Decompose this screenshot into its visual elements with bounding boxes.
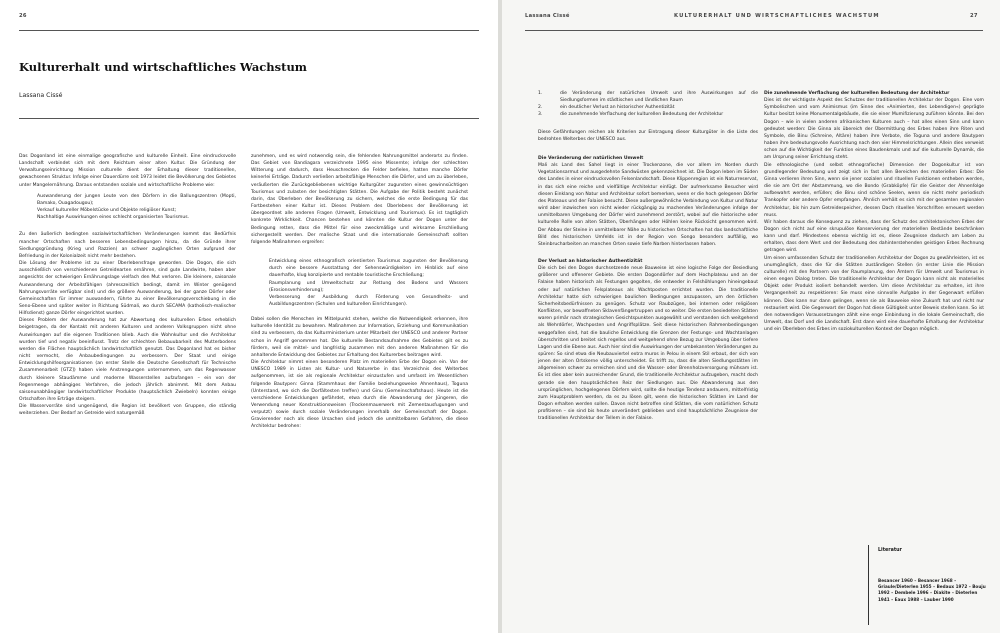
subheading: Der Verlust an historischer Authentizität	[538, 258, 643, 264]
paragraph: Dies ist der wichtigste Aspekt des Schutzes der traditionellen Architektur der Dogon. Eine vom Symbolischen und vom Animismus (im Sinne des »Animierten, des Lebendigen«) geprägte Kultur besitzt keine Monumentalgebäude, die sie einer Mumifizierung zuführen könnte. Bei den Dogon – wie in vielen anderen afrikanischen Kulturen auch – hat alles einen Sinn und kann gedeutet werden: Die Ginna als übereich der Übermittlung des Erbes haben ihre Riten und Symbole, die Binu (Schreine, Altäre) haben ihre Verbote, die Toguna und andere Bautypen haben ihre bedeutungsvolle Ausrichtung nach den vier Himmelsrichtungen. Allein dies verweist schon auf die Wichtigkeit der Funktion eines Baudenkmals und auf die kulturelle Dynamik, die am Ursprung seiner Errichtung steht. Die ethnologische (und selbst ethnografische) Dimension der Dogonkultur ist von grundlegender Bedeutung und zeigt sich in fast allen Bereichen des materiellen Erbes: Die Ginna verlieren ihren Sinn, wenn sie jener sozialen und rituellen Funktionen entheben werden, die sie am Ort der Abstammung, wo die Bondo (Grabköpfe) für die Geister der Ahnenfolge aufbewahrt werden, erfüllen; die Binu sind schöne Seelen, wenn sie nicht mehr periodisch Trankopfer oder andere Opfer empfangen. Ähnlich verhält es sich mit der gesamten regionalen Architektur, bis hin zum Getreidespeicher, dessen Dach rituellen Vorschriften erneuert werden muss. Wir haben daraus die Konsequenz zu ziehen, dass der Schutz des architektonischen Erbes der Dogon sich nicht auf eine skrupulöse Konservierung der materiellen Bestände beschränken kann und darf. Mindestens ebenso wichtig ist es, diese Zeugnisse dadurch am Leben zu erhalten, dass dem Wert und der Bedeutung des dahinterstehenden geistigen Erbes Rechnung getragen wird. Um einen umfassenden Schutz der traditionellen Architektur der Dogon zu gewährleisten, ist es unumgänglich, dass die für die Stätten zuständigen Stellen (in erster Linie die Mission culturelle) mit den Partnern von der Raumplanung, den Ämtern für Umwelt und Tourismus in einen engen Dialog treten. Die traditionelle Architektur der Dogon kann nicht als materielles Objekt oder Produkt isoliert behandelt werden. Um diese Architektur zu erhalten, ist ihre Vergangenheit zu respektieren: Sie muss eine sinnvolle Aufgabe in der Gegenwart erfüllen können. Dies kann nur dann gelingen, wenn sie als Bauweise eine Zukunft hat und nicht nur restauriert wird. Die Gegenwart der Dogon hat diese Gültigkeit unter Beweis stellen kann. So ist den notwendigen Voraussetzungen zählt eine enge Einbindung in die lokale Gemeinschaft, die Umwelt, das Dorf und die Landschaft. Erst dann wird eine dauerhafte Erhaltung der Architektur und ein Überleben des Erbes im soziokulturellen Kontext der Dogon möglich.	[764, 98, 984, 333]
subheading: Die zunehmende Verflachung der kulturellen Bedeutung der Architektur	[764, 91, 950, 96]
running-head-author: Lassana Cissé	[525, 13, 570, 19]
subheading: Die Veränderung der natürlichen Umwelt	[538, 155, 644, 161]
literature-list: Besancer 1960 – Besancer 1968 – Griaule/Dieterlen 1955 – Bedaux 1972 – Bouju 1992 – Dembele 1996 – Diakite – Dieterlen 1941 – Eaux 1988 – Lauber 1990	[878, 578, 986, 602]
list-item: 3. die zunehmende Verflachung der kulturellen Bedeutung der Architektur	[538, 112, 724, 118]
paragraph: Das Dogonland ist eine einmalige geografische und kulturelle Einheit. Eine eindrucksvolle Landschaft verbindet sich mit dem Reichtum einer alten Kultur. Die Gründung der Verwaltungseinrichtung Mission culturelle dient der Erhaltung dieser traditionellen, gewachsenen Struktur. Infolge einer Dauerdürre seit 1973 leidet die Bevölkerung des Gebietes unter Mangelernährung. Daraus entstanden soziale und wirtschaftliche Probleme wie:	[19, 154, 236, 188]
right-column-1	[538, 90, 758, 423]
title-rule	[19, 118, 479, 119]
paragraph: Zu den äußerlich bedingten sozialwirtschaftlichen Veränderungen kommt das Bedürfnis mancher Ortschaften nach besseren Lebensbedingungen hinzu, da die Gründe ihrer Siedlungsgründung (Krieg und Razzien) an schwer zugänglichen Orten aufgrund der Befriedung in der Kolonialzeit nicht mehr bestehen. Die Lösung der Probleme ist zu einer Überlebensfrage geworden. Die Dogon, die sich ausschließlich von verschiedenen Getreidearten ernähren, sind gute Landwirte, haben aber angesichts der schwierigen Ernährungslage vielfach den Mut verloren. Die kleinere, saisonale Auswanderung der Arbeitsfähigen (ahresszeitlich bedingt, damit im Winter genügend Nahrungsvorräte verfügbar sind) und die größere Auswanderung, bei der ganze Dörfer oder Gemeinschaften für immer auswandern, führte zu einer Bevölkerungsverschiebung in die Seno-Ebene und später weiter in Richtung Südmali, wo durch SECAMA (katholisch-malischer Hilfsdienst) ganze Dörfer eingerichtet wurden. Dieses Problem der Auswanderung hat zur Abwertung des kulturellen Erbes erheblich beigetragen, da der Kontakt mit anderen Kulturen und anderen Volksgruppen nicht ohne Auswirkungen auf die eigenen Traditionen blieb. Auch die Wohnkultur und die Architektur wurden tief und negativ beeinflusst. Trotz der schlechten Bebauubarkeit des Mutterbodens werden die Flächen hauptsächlich landwirtschaftlich genutzt. Das Dogonland hat es bisher nicht vermocht, die Anbaubedingungen zu verbessern. Der Staat und einige Entwicklungshilfeorganisationen (an erster Stelle die Deutsche Gesellschaft für Technische Zusammenarbeit [GTZ]) haben viele Anstrengungen unternommen, um das Regenwasser durch kleinere Staudämme und moderne Wasserstellen aufzufangen – ein von der Regenmenge abhängiges Verfahren, die jedoch jährlich abnimmt. Mit dem Anbau saisonunabhängiger landwirtschaftlicher Produkte (hauptsächlich Zwiebeln) konnten einige Ortschaften ihre Erträge steigern. Die Wasservorräte sind ungenügend, die Region ist bevölkert von Gruppen, die ständig weiterziehen. Der Bedarf an Getreide wird naturgemäß	[19, 232, 236, 417]
header-rule	[525, 30, 983, 31]
paragraph: Diese Gefährdungen reichen als Kriterien zur Eintragung dieser Kulturgüter in die Liste des bedrohten Welterbes der UNESCO aus.	[538, 129, 758, 142]
left-column-2	[251, 153, 468, 431]
problem-list: Auswanderung der jungen Leute von den Dörfern in die Ballungszentren (Mopti, Bamako, Ouagadougou); Verkauf kultureller Möbelstücke und Objekte religiöser Kunst; Nachhaltige Auswirkungen eines schlecht organisierten Tourismus.	[37, 193, 236, 221]
right-column-2	[764, 90, 984, 333]
running-head-title: KULTURERHALT UND WIRTSCHAFTLICHES WACHSTUM	[674, 13, 880, 19]
article-author: Lassana Cissé	[19, 92, 63, 99]
left-page	[0, 0, 498, 633]
article-title: Kulturerhalt und wirtschaftliches Wachstum	[19, 60, 307, 74]
left-page-number: 26	[19, 13, 27, 19]
list-item: 1. die Veränderung der natürlichen Umwelt und ihre Auswirkungen auf die Siedlungsformen im städtischen und ländlichen Raum	[538, 91, 758, 104]
paragraph: zunehmen, und es wird notwendig sein, die fehlenden Nahrungsmittel anderorts zu finden. Das Gebiet von Bandiagara verzeichnete 1995 eine Missernte; infolge der schlechten Witterung und dadurch, dass Heuschrecken die Felder befielen, hatten manche Dörfer keinerlei Erträge. Dadurch verließen arbeitsfähige Menschen die Dörfer, und um zu überleben, veräußerten die Zurückgebliebenen wichtige Kulturgüter zugunsten eines gewinnsüchtigen Tourismus und zulasten der besichtigten Stätten. Die Aufgabe der Politik besteht zunächst darin, das Überleben der Bevölkerung zu sichern, welches die erste Bedingung für das Fortbestehen einer Kultur ist. Dieses Problem des Überlebens der Bevölkerung ist übergeordnet alle anderen Fragen (Umwelt, Entwicklung und Tourismus). Es ist tagtäglich konkrete Wirklichkeit. Chancen bestehen und könnten die Kultur der Dogon unter der Bedingung retten, dass die Mittel für eine zweckmäßige und wirksame Erschließung sichergestellt werden. Der malische Staat und die internationale Gemeinschaft sollten folgende Maßnahmen ergreifen:	[251, 154, 468, 245]
paragraph: Die sich bei den Dogon durchsetzende neue Bauweise ist eine logische Folge der Besiedlung größerer und offenerer Gebiete. Die ersten Dogondörfer auf dem Hochplateau und an der Falaise haben historisch als Festungen gegolten, die entweder in Felshöhlungen hineingebaut oder auf natürlichen Felsplateaus als Wachtposten errichtet wurden. Die traditionelle Architektur hatte sich schwierigen baulichen Bedingungen anzupassen, um den örtlichen Sicherheitsbedürfnissen zu genügen. Schutz vor Raubzügen, bei internen oder religiösen Konflikten, vor bewaffneten Sklavenfängertruppen und so weiter. Die ersten besiedelten Stätten waren primär nach strategischen Gesichtspunkten ausgewählt und verstanden sich weitgehend als Wehrdörfer, Wachposten und Angriffsplätze. Seit diese historischen Rahmenbedingungen weggefallen sind, hat die bauliche Entwicklung die Grenzen der Festungs- und Wachtanlagen überschritten und breitet sich regellos und weitgehend ohne Bezug zur Umgebung über tiefere Lagen und die Ebene aus. Auch hier sind die Auswirkungen der umbekannten Veränderungen zu spüren: So sind etwa die Neubauviertel extra muros in Pelou in einem Stil erbaut, der sich von jenen der alten Ortskerne völlig unterscheidet. Es trifft zu, dass die alten Siedlungsstätten im allgemeinen schwer zu erreichen sind und die Wasser- oder Brennholzversorgung mühsam ist. Es ist dies aber kein ausreichender Grund, die traditionelle Architektur aufzugeben, macht doch gerade sie den hauptsächlichen Reiz der Siedlungen aus. Die Abwanderung aus den ursprünglichen, hochgelegenen Dörfern wird, sollte die heutige Tendenz andauern, mittelfristig zum Hauptproblem werden, da es zu lösen gilt, wenn die historischen Stätten im Land der Dogon erhalten werden sollen. Davon nicht betroffen sind Stätten, die vom natürlichen Schutz profitieren – sie sind bis heute unverändert geblieben und sind hauptsächliche Zeugnisse der traditionellen Architektur der Tellem in der Falaise.	[538, 266, 758, 422]
literature-heading: Literatur	[878, 548, 902, 553]
paragraph: Dabei sollen die Menschen im Mittelpunkt stehen, welche die Notwendigkeit erkennen, ihre kulturelle Identität zu bewahren. Maßnahmen zur Information, Erziehung und Kommunikation sind zu verbessern, da das Kulturministerium unter Mitarbeit der UNESCO und anderer Partner schon in Angriff genommen hat. Die kulturelle Bestandsaufnahme des Gebietes gilt es zu fördern, weil sie mittel- und langfristig zusammen mit den anderen Maßnahmen für die anhaltende Entwicklung des Gebietes zur Erhaltung des Kulturerbes beitragen wird. Die Architektur nimmt einen besonderen Platz im materiellen Erbe der Dogon ein. Von der UNESCO 1989 in Listen als Kultur- und Naturerbe in das Verzeichnis des Welterbes aufgenommen, ist sie als regionale Architektur einzustufen und umfasst im Wesentlichen folgende Bautypen: Ginna (Stammhaus der Familie beziehungsweise Ahnenhaus), Toguna (Unterstand, wo sich die Dorfältesten treffen) und Ginu (Gemeinschaftshaus). Heute ist die verschiedene Entwicklungen gefährdet, etwa durch die Abwanderung der Jüngeren, die Verwendung neuer Konstruktionsweisen (Trockenmauerwerk mit Zementausfugungen und verputzt) sowie durch soziale Veränderungen innerhalb der Gemeinschaft der Dogon. Gravierender noch als diese Ursachen sind jedoch die unmittelbaren Gefahren, die diese Architektur bedrohen:	[251, 317, 468, 430]
right-page-number: 27	[970, 13, 978, 19]
paragraph: Mali als Land des Sahel liegt in einer Trockenzone, die vor allem im Norden durch Vegetationsarmut und ausgedehnte Sandwüsten gekennzeichnet ist. Die Dogon leben im Süden des Landes in einer eindrucksvollen Felsenlandschaft. Diese Klippenregion ist ein Naturreservat, in das sich eine reiche und vielfältige Architektur einfügt. Der aufmerksame Besucher wird diesen Einklang von Natur und Architektur sofort bemerken, wenn er die hoch gelegenen Dörfer des Plateaus und der Falaise besucht. Diese außergewöhnliche Verbindung von Kultur und Natur wird aber inzwischen von nicht wieder rückgängig zu machenden Veränderungen infolge der unmittelbaren Umgebung der Dörfer wird zunehmend zerstört, wobei auf die historische oder kulturelle Rolle von alten Stätten, Überhängen oder Höhlen keine Rücksicht genommen wird. Der Abbau der Steine in unmittelbarer Nähe zu historischen Ortschaften hat das landschaftliche Bild des historischen Umfelds ist in der Region von Songo besonders auffällig, wo Steinbrucharbeiten an manchen Orten sowie tiefe Narben hinterlassen haben.	[538, 163, 758, 247]
threat-list	[538, 90, 758, 119]
literature-divider	[868, 545, 869, 625]
header-rule	[19, 30, 479, 31]
list-item: 2. ein deutlicher Verlust an historischer Authentizität	[538, 105, 675, 111]
measures-list: Entwicklung eines ethnografisch orientierten Tourismus zugunsten der Bevölkerung durch eine bessere Ausstattung der Sehenswürdigkeiten im Hinblick auf eine dauerhafte, klug konzipierte und rentable touristische Erschließung; Raumplanung und Umweltschutz zur Rettung des Bodens und Wassers (Erosionsverhinderung); Verbesserung der Ausbildung durch Förderung von Gesundheits- und Ausbildungszentren (Schulen und kulturellen Einrichtungen).	[269, 259, 468, 307]
right-page	[502, 0, 1000, 633]
left-column-1	[19, 153, 236, 417]
